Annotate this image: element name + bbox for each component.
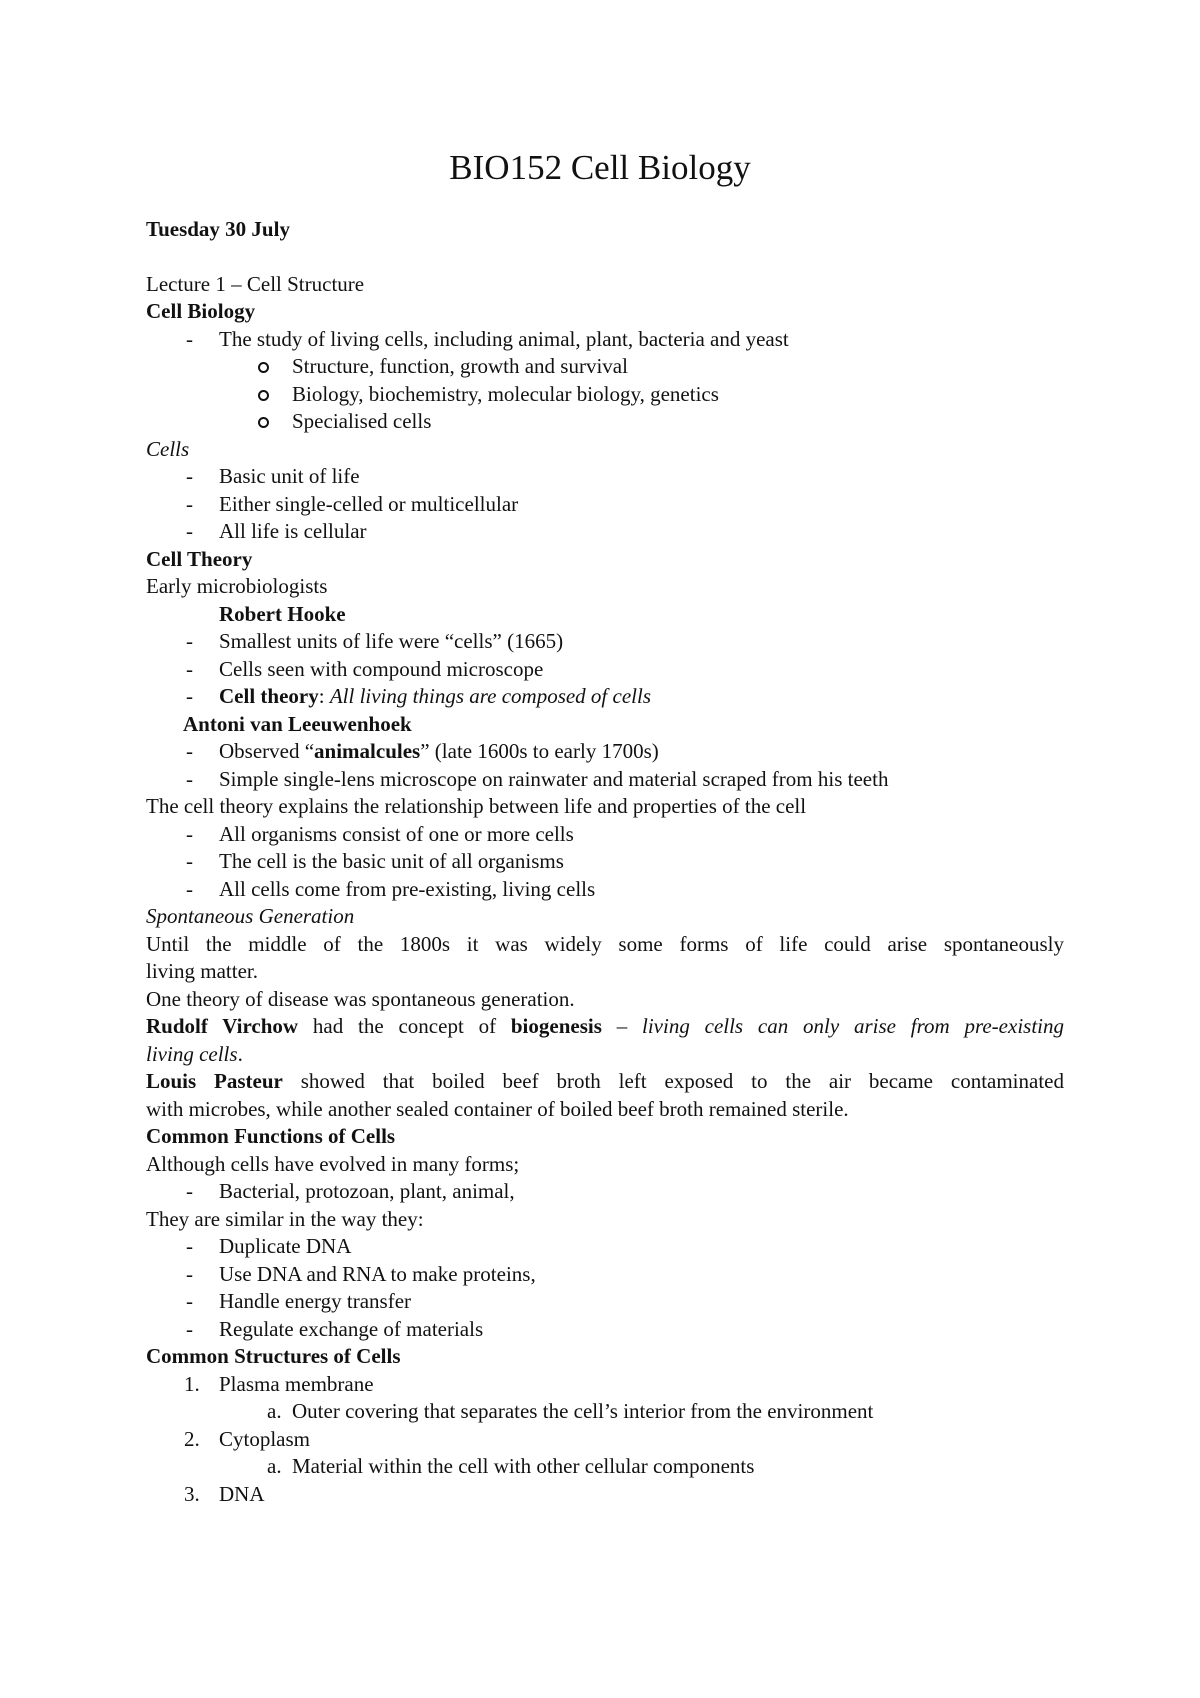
list-item-text: Material within the cell with other cellular components [292,1454,755,1478]
virchow-line [146,1013,1064,1041]
dash-bullet: - [186,684,193,708]
paragraph-line: Until the middle of the 1800s it was widely some forms of life could arise spontaneously [146,931,1064,956]
separator: : [318,684,330,708]
list-item-text: Regulate exchange of materials [219,1316,484,1341]
list-item-text: Plasma membrane [219,1371,374,1396]
text-part: – [601,1014,642,1038]
list-item [146,656,1064,684]
list-item [146,326,1064,354]
notes-body [146,216,1064,1508]
dash-bullet: - [186,1179,193,1203]
paragraph-line: One theory of disease was spontaneous generation. [146,986,575,1011]
list-item-text: All cells come from pre-existing, living cells [219,876,596,901]
biogenesis-definition: living cells [146,1041,238,1066]
dash-bullet: - [186,1289,193,1313]
dash-bullet: - [186,326,193,351]
list-item [146,628,1064,656]
cell-theory-term: Cell theory [219,684,319,708]
list-item [146,848,1064,876]
list-item-text: All organisms consist of one or more cells [219,821,574,846]
page-title: BIO152 Cell Biology [449,148,751,187]
list-item-text: Structure, function, growth and survival [292,354,628,378]
dash-bullet: - [186,519,193,543]
virchow-line-2 [146,1041,1064,1069]
list-item [146,821,1064,849]
cell-theory-statement: All living things are composed of cells [329,684,652,708]
list-item [146,1288,1064,1316]
list-item-text: Use DNA and RNA to make proteins, [219,1261,536,1286]
list-item-text: Either single-celled or multicellular [219,491,519,516]
biogenesis-definition: living cells can only arise from pre-existing [642,1014,1064,1038]
dash-bullet: - [186,629,193,653]
paragraph-line: living matter. [146,959,258,983]
biogenesis-term: biogenesis [510,1014,602,1038]
date-heading: Tuesday 30 July [146,217,290,241]
list-item [146,876,1064,904]
list-item-text: The cell is the basic unit of all organisms [219,849,564,873]
functions-intro: Although cells have evolved in many forms; [146,1151,520,1176]
spacer [146,244,1064,271]
list-item [146,738,1064,766]
pasteur-line [146,1068,1064,1096]
list-item-text: Cells seen with compound microscope [219,656,544,681]
text-part: . [237,1041,243,1066]
list-item-text: Smallest units of life were “cells” (1665) [219,629,564,653]
structures-heading: Common Structures of Cells [146,1344,401,1368]
text-part: had the concept of [298,1014,511,1038]
dash-bullet: - [186,1316,193,1341]
cell-theory-intro: Early microbiologists [146,574,328,598]
animalcules-term: animalcules [314,739,421,763]
numbered-item [146,1426,1064,1454]
dash-bullet: - [186,464,193,488]
virchow-name: Rudolf Virchow [146,1014,299,1038]
circle-bullet-icon [258,362,269,373]
hooke-heading: Robert Hooke [219,601,346,626]
lettered-item [146,1398,1064,1426]
list-item-text: All life is cellular [219,519,367,543]
pasteur-name: Louis Pasteur [146,1069,283,1093]
list-item-text: Basic unit of life [219,464,360,488]
dash-bullet: - [186,491,193,516]
dash-bullet: - [186,849,193,873]
list-item [146,1261,1064,1289]
list-item [146,518,1064,546]
circle-bullet-icon [258,390,269,401]
cell-theory-explains: The cell theory explains the relationship between life and properties of the cell [146,794,807,818]
list-item-text: Cytoplasm [219,1426,311,1451]
numbered-item [146,1481,1064,1509]
list-item-text: Biology, biochemistry, molecular biology, genetics [292,381,719,406]
circle-bullet-icon [258,417,269,428]
text-part: showed that boiled beef broth left exposed to the air became contaminated [282,1069,1064,1093]
text-part: Observed “ [219,739,315,763]
list-item [146,353,1064,381]
list-item-text: Handle energy transfer [219,1289,412,1313]
list-item [146,683,1064,711]
dash-bullet: - [186,739,193,763]
list-letter: a. [267,1399,282,1423]
list-letter: a. [267,1454,282,1478]
list-item [146,408,1064,436]
list-item [146,766,1064,794]
list-item-text: Bacterial, protozoan, plant, animal, [219,1179,515,1203]
functions-heading: Common Functions of Cells [146,1124,396,1148]
dash-bullet: - [186,876,193,901]
list-item [146,1233,1064,1261]
text-part: ” (late 1600s to early 1700s) [420,739,659,763]
lecture-title: Lecture 1 – Cell Structure [146,271,365,296]
cell-biology-heading: Cell Biology [146,299,256,323]
cells-heading: Cells [146,436,190,461]
list-number: 1. [184,1371,200,1396]
list-item-text: Outer covering that separates the cell’s interior from the environment [292,1399,874,1423]
list-item [146,381,1064,409]
pasteur-line-2: with microbes, while another sealed container of boiled beef broth remained sterile. [146,1096,849,1121]
dash-bullet: - [186,656,193,681]
list-item-text: The study of living cells, including animal, plant, bacteria and yeast [219,326,789,351]
dash-bullet: - [186,1261,193,1286]
dash-bullet: - [186,766,193,791]
list-item-text: Duplicate DNA [219,1234,352,1258]
lettered-item [146,1453,1064,1481]
list-number: 2. [184,1426,200,1451]
spontaneous-generation-heading: Spontaneous Generation [146,904,355,928]
list-number: 3. [184,1481,200,1506]
list-item [146,1316,1064,1344]
list-item [146,491,1064,519]
functions-similar: They are similar in the way they: [146,1206,424,1231]
list-item-text: Simple single-lens microscope on rainwater and material scraped from his teeth [219,766,889,791]
list-item-text: Specialised cells [292,409,432,433]
numbered-item [146,1371,1064,1399]
cell-theory-heading: Cell Theory [146,546,253,571]
list-item [146,463,1064,491]
dash-bullet: - [186,1234,193,1258]
leeuwenhoek-heading: Antoni van Leeuwenhoek [183,711,412,736]
dash-bullet: - [186,821,193,846]
list-item [146,1178,1064,1206]
list-item-text: DNA [219,1481,265,1506]
